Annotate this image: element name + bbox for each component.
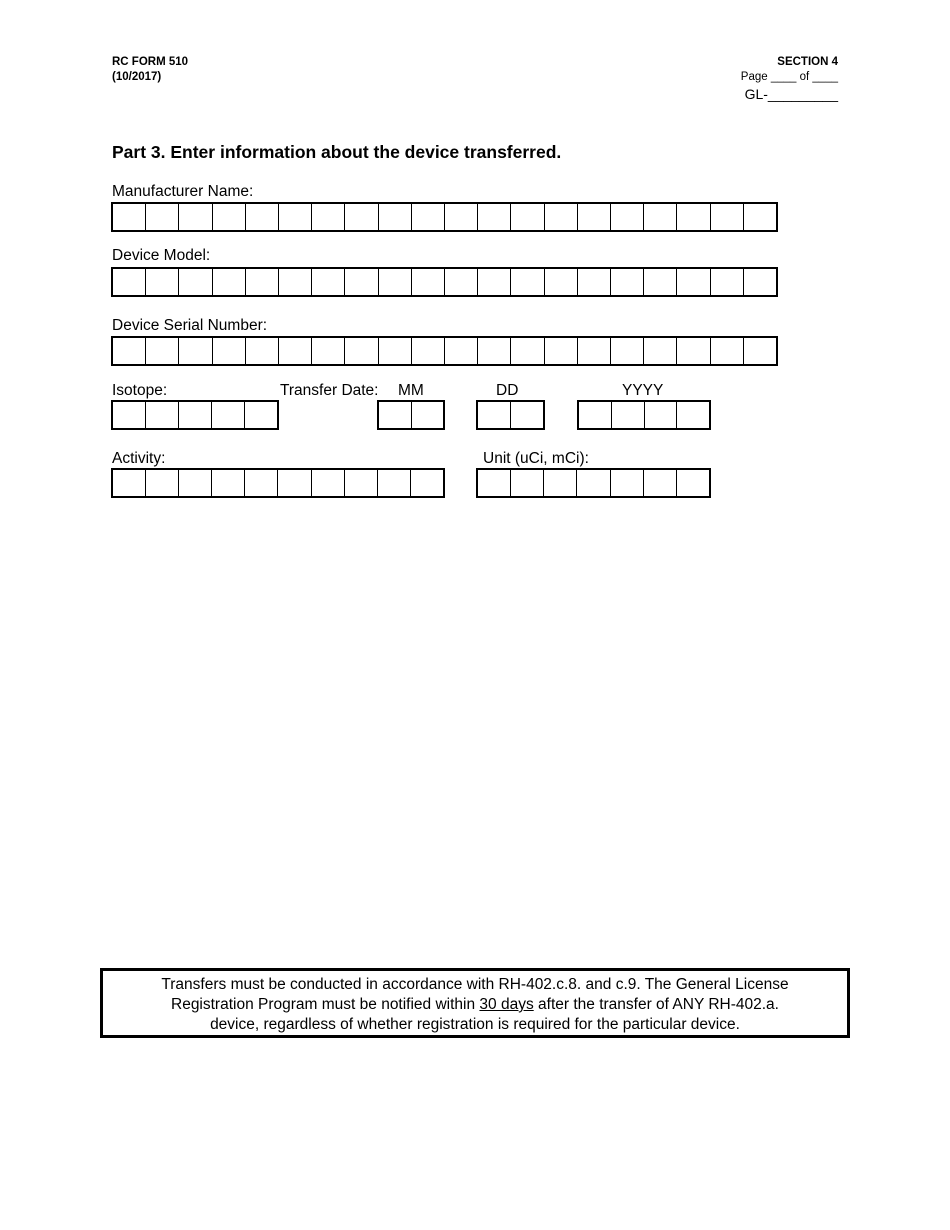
character-box[interactable] <box>213 204 246 230</box>
character-box[interactable] <box>677 269 710 295</box>
part-title: Part 3. Enter information about the device transferred. <box>112 142 562 162</box>
character-box[interactable] <box>711 269 744 295</box>
character-box[interactable] <box>278 470 311 496</box>
character-box[interactable] <box>478 338 511 364</box>
character-box[interactable] <box>744 204 776 230</box>
activity-label: Activity: <box>112 450 166 467</box>
character-box[interactable] <box>445 269 478 295</box>
character-box[interactable] <box>379 269 412 295</box>
isotope-input[interactable] <box>111 400 279 430</box>
character-box[interactable] <box>545 269 578 295</box>
year-input[interactable] <box>577 400 711 430</box>
character-box[interactable] <box>179 338 212 364</box>
character-box[interactable] <box>113 470 146 496</box>
character-box[interactable] <box>279 269 312 295</box>
character-box[interactable] <box>246 338 279 364</box>
character-box[interactable] <box>312 269 345 295</box>
character-box[interactable] <box>212 470 245 496</box>
character-box[interactable] <box>412 402 444 428</box>
character-box[interactable] <box>279 338 312 364</box>
month-input[interactable] <box>377 400 445 430</box>
character-box[interactable] <box>146 204 179 230</box>
character-box[interactable] <box>478 470 511 496</box>
character-box[interactable] <box>412 338 445 364</box>
character-box[interactable] <box>478 204 511 230</box>
character-box[interactable] <box>411 470 443 496</box>
character-box[interactable] <box>245 470 278 496</box>
character-box[interactable] <box>579 402 612 428</box>
character-box[interactable] <box>378 470 411 496</box>
character-box[interactable] <box>246 204 279 230</box>
character-box[interactable] <box>677 338 710 364</box>
character-box[interactable] <box>511 338 544 364</box>
character-box[interactable] <box>379 204 412 230</box>
manufacturer-label: Manufacturer Name: <box>112 183 254 200</box>
character-box[interactable] <box>179 402 212 428</box>
character-box[interactable] <box>544 470 577 496</box>
character-box[interactable] <box>179 204 212 230</box>
character-box[interactable] <box>511 402 543 428</box>
serial-number-label: Device Serial Number: <box>112 317 268 334</box>
character-box[interactable] <box>113 338 146 364</box>
notice-line-2-start: Registration Program must be notified within <box>171 996 480 1013</box>
character-box[interactable] <box>612 402 645 428</box>
notice-line-1: Transfers must be conducted in accordance with RH-402.c.8. and c.9. The General License <box>161 976 789 993</box>
character-box[interactable] <box>545 338 578 364</box>
form-header-left <box>112 55 188 85</box>
character-box[interactable] <box>744 269 776 295</box>
character-box[interactable] <box>213 269 246 295</box>
transfer-notice-box <box>100 968 850 1038</box>
page-number-field: Page ____ of ____ <box>740 71 838 83</box>
character-box[interactable] <box>379 338 412 364</box>
character-box[interactable] <box>212 402 245 428</box>
character-box[interactable] <box>445 338 478 364</box>
character-box[interactable] <box>146 402 179 428</box>
character-box[interactable] <box>445 204 478 230</box>
notice-deadline: 30 days <box>479 996 534 1013</box>
character-box[interactable] <box>711 204 744 230</box>
notice-line-2 <box>103 995 847 1015</box>
character-box[interactable] <box>644 204 677 230</box>
character-box[interactable] <box>578 269 611 295</box>
character-box[interactable] <box>345 269 378 295</box>
section-label: SECTION 4 <box>777 56 838 68</box>
character-box[interactable] <box>412 204 445 230</box>
form-date: (10/2017) <box>112 71 162 83</box>
character-box[interactable] <box>345 204 378 230</box>
character-box[interactable] <box>611 338 644 364</box>
character-box[interactable] <box>312 204 345 230</box>
transfer-date-label: Transfer Date: <box>280 382 379 399</box>
character-box[interactable] <box>644 338 677 364</box>
character-box[interactable] <box>677 204 710 230</box>
character-box[interactable] <box>312 470 345 496</box>
character-box[interactable] <box>478 269 511 295</box>
form-id: RC FORM 510 <box>112 56 189 68</box>
character-box[interactable] <box>379 402 412 428</box>
character-box[interactable] <box>478 402 511 428</box>
character-box[interactable] <box>146 470 179 496</box>
device-model-label: Device Model: <box>112 247 211 264</box>
notice-line-3: device, regardless of whether registration is required for the particular device. <box>210 1016 740 1033</box>
character-box[interactable] <box>744 338 776 364</box>
character-box[interactable] <box>279 204 312 230</box>
character-box[interactable] <box>611 269 644 295</box>
unit-input[interactable] <box>476 468 711 498</box>
character-box[interactable] <box>511 204 544 230</box>
character-box[interactable] <box>179 470 212 496</box>
month-label: MM <box>398 382 424 399</box>
character-box[interactable] <box>578 338 611 364</box>
character-box[interactable] <box>312 338 345 364</box>
character-box[interactable] <box>677 402 709 428</box>
character-box[interactable] <box>113 402 146 428</box>
character-box[interactable] <box>611 204 644 230</box>
activity-input[interactable] <box>111 468 445 498</box>
device-model-input[interactable] <box>111 267 778 297</box>
character-box[interactable] <box>645 402 678 428</box>
manufacturer-input[interactable] <box>111 202 778 232</box>
character-box[interactable] <box>711 338 744 364</box>
character-box[interactable] <box>245 402 277 428</box>
gl-number-field: GL-_________ <box>744 86 838 102</box>
character-box[interactable] <box>345 470 378 496</box>
character-box[interactable] <box>545 204 578 230</box>
character-box[interactable] <box>146 269 179 295</box>
character-box[interactable] <box>345 338 378 364</box>
character-box[interactable] <box>113 269 146 295</box>
isotope-label: Isotope: <box>112 382 168 399</box>
character-box[interactable] <box>146 338 179 364</box>
character-box[interactable] <box>611 470 644 496</box>
year-label: YYYY <box>622 382 664 399</box>
unit-label: Unit (uCi, mCi): <box>483 450 589 467</box>
day-input[interactable] <box>476 400 545 430</box>
character-box[interactable] <box>578 204 611 230</box>
character-box[interactable] <box>412 269 445 295</box>
character-box[interactable] <box>246 269 279 295</box>
character-box[interactable] <box>511 470 544 496</box>
character-box[interactable] <box>644 269 677 295</box>
character-box[interactable] <box>677 470 709 496</box>
notice-line-2-end: after the transfer of ANY RH-402.a. <box>533 996 779 1013</box>
serial-number-input[interactable] <box>111 336 778 366</box>
character-box[interactable] <box>113 204 146 230</box>
character-box[interactable] <box>179 269 212 295</box>
character-box[interactable] <box>644 470 677 496</box>
character-box[interactable] <box>577 470 610 496</box>
character-box[interactable] <box>213 338 246 364</box>
form-header-right <box>741 55 838 103</box>
character-box[interactable] <box>511 269 544 295</box>
day-label: DD <box>496 382 519 399</box>
